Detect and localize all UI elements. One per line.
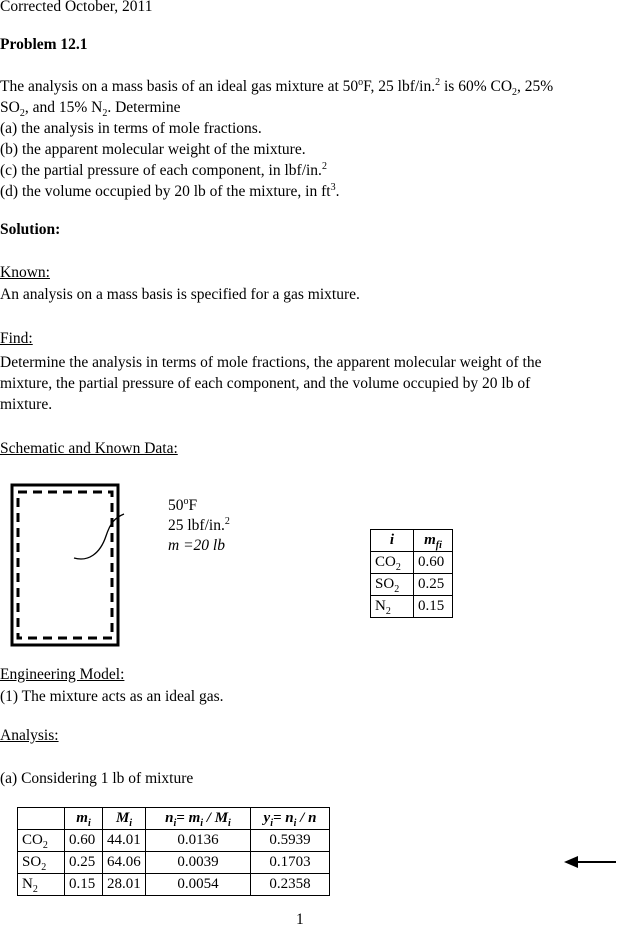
table-row: $N_2$ 0.15 [371, 596, 453, 618]
known-heading: Known: [0, 264, 50, 281]
model-text: (1) The mixture acts as an ideal gas. [0, 688, 224, 705]
temperature-label: 50$^o$F [168, 495, 198, 514]
header-ni: $n_i= m_i / M_i$ [146, 808, 251, 830]
statement-line-2: $SO_2$, and 15% $N_2$. Determine [0, 99, 181, 120]
header-mfi: $m_{fi}$ [414, 530, 453, 552]
analysis-part-a: (a) Considering 1 lb of mixture [0, 770, 194, 787]
pressure-label: 25 lbf/in.$^2$ [168, 515, 230, 534]
schematic-heading: Schematic and Known Data: [0, 440, 178, 457]
find-heading: Find: [0, 330, 33, 347]
table-header-row [371, 530, 453, 552]
header-Mi: $M_i$ [103, 808, 146, 830]
header-i: i [371, 530, 414, 552]
statement-part-d: (d) the volume occupied by 20 lb of the mixture, in $ft^3$. [0, 181, 340, 200]
analysis-heading: Analysis: [0, 727, 59, 744]
left-arrow-icon [562, 852, 618, 872]
mass-label: m =20 lb [168, 537, 225, 554]
table-row: $CO_2$ 0.60 44.01 0.0136 0.5939 [18, 830, 330, 852]
table-row: $N_2$ 0.15 28.01 0.0054 0.2358 [18, 874, 330, 896]
table-header-row [18, 808, 330, 830]
mass-fraction-table [370, 529, 453, 618]
header-yi: $y_i= n_i / n$ [251, 808, 330, 830]
problem-statement [0, 76, 553, 202]
container-outline [12, 485, 118, 645]
statement-line-1: The analysis on a mass basis of an ideal gas mixture at 50$^o$F, 25 lbf/in.$^2$ is 60% $CO_2$, 25% [0, 76, 554, 99]
known-text: An analysis on a mass basis is specified for a gas mixture. [0, 286, 360, 303]
page-number: 1 [296, 911, 304, 928]
mole-fraction-table [17, 807, 330, 896]
statement-part-a: (a) the analysis in terms of mole fractions. [0, 120, 262, 137]
statement-part-c: (c) the partial pressure of each component, in lbf/in.$^2$ [0, 160, 327, 179]
model-heading: Engineering Model: [0, 666, 125, 683]
table-row: $SO_2$ 0.25 [371, 574, 453, 596]
page-header: Corrected October, 2011 [0, 0, 153, 15]
table-row: $SO_2$ 0.25 64.06 0.0039 0.1703 [18, 852, 330, 874]
solution-heading: Solution: [0, 221, 61, 238]
header-mi: $m_i$ [65, 808, 103, 830]
schematic-labels [168, 496, 230, 556]
table-row: $CO_2$ 0.60 [371, 552, 453, 574]
system-boundary [18, 492, 112, 638]
find-text: Determine the analysis in terms of mole fractions, the apparent molecular weight of the mixture, the partial pressure of each component, and the volume occupied by 20 lb of mixture. [0, 354, 542, 413]
problem-title: Problem 12.1 [0, 36, 88, 53]
statement-part-b: (b) the apparent molecular weight of the mixture. [0, 141, 306, 158]
schematic-drawing [0, 480, 130, 650]
